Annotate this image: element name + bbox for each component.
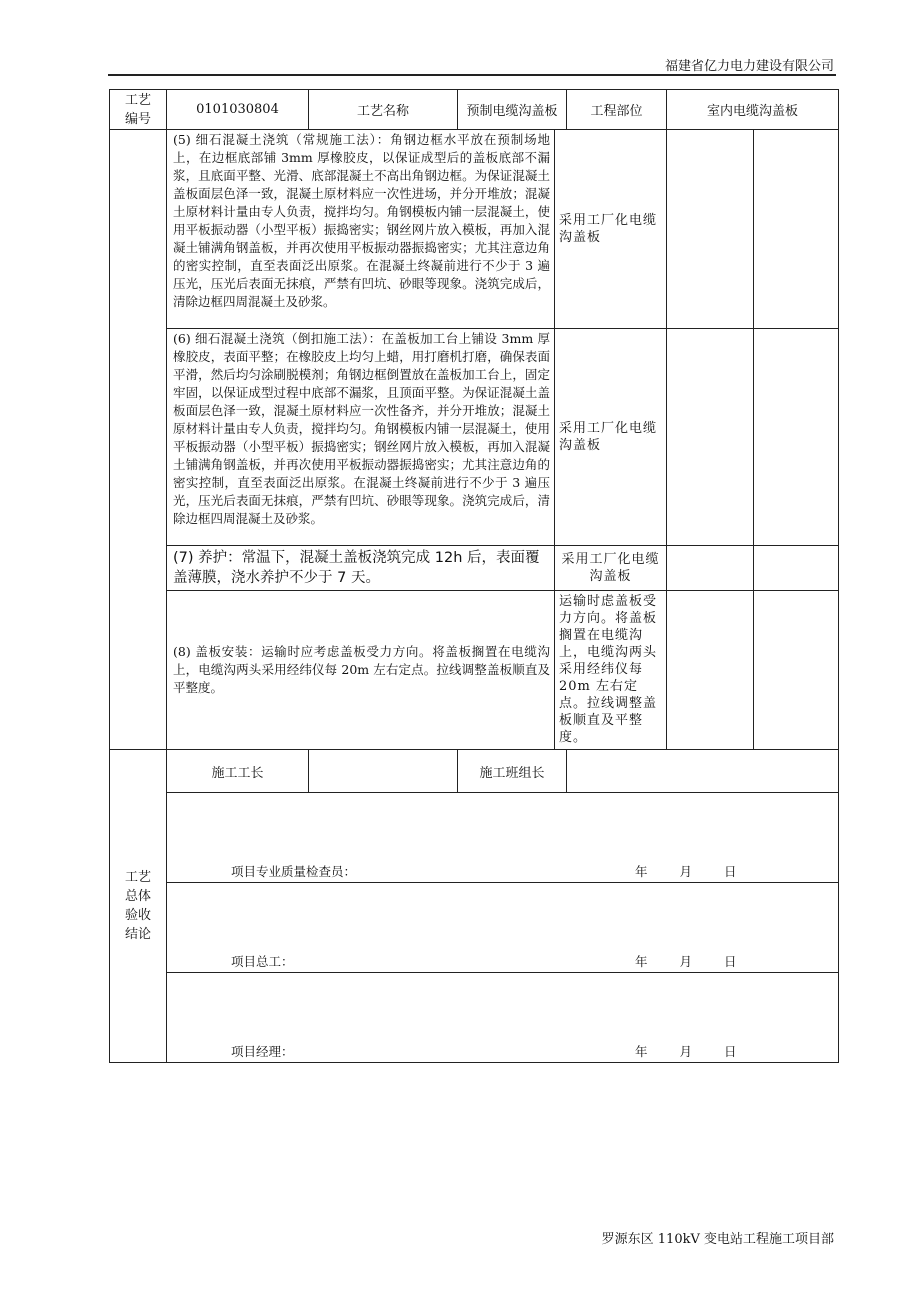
step-7-text: (7) 养护：常温下，混凝土盖板浇筑完成 12h 后，表面覆盖薄膜，浇水养护不少于 7 天。 <box>167 546 555 591</box>
step-6-blank-1 <box>667 329 754 546</box>
step-7-blank-1 <box>667 546 754 591</box>
process-table <box>109 89 839 1063</box>
foreman-value <box>309 750 458 793</box>
name-value: 预制电缆沟盖板 <box>458 90 567 130</box>
name-label: 工艺名称 <box>309 90 458 130</box>
step-5-blank-1 <box>667 130 754 329</box>
signature-row-manager <box>110 973 839 1063</box>
project-manager-cell <box>167 973 839 1063</box>
step-6-note: 采用工厂化电缆沟盖板 <box>555 329 667 546</box>
left-blank-cell <box>110 130 167 750</box>
code-value: 0101030804 <box>167 90 309 130</box>
company-name: 福建省亿力电力建设有限公司 <box>664 59 834 74</box>
foreman-label: 施工工长 <box>167 750 309 793</box>
chief-engineer-label: 项目总工： <box>231 954 294 969</box>
quality-inspector-label: 项目专业质量检查员： <box>231 864 357 879</box>
signature-row-quality <box>110 793 839 883</box>
step-row-5 <box>110 130 839 329</box>
project-department: 罗源东区 110kV 变电站工程施工项目部 <box>601 1232 834 1247</box>
team-leader-label: 施工班组长 <box>458 750 567 793</box>
step-8-note: 运输时虑盖板受力方向。将盖板搁置在电缆沟上，电缆沟两头采用经纬仪每 20m 左右定点。拉线调整盖板顺直及平整度。 <box>555 591 667 750</box>
quality-inspector-cell <box>167 793 839 883</box>
step-7-note: 采用工厂化电缆沟盖板 <box>555 546 667 591</box>
chief-engineer-date: 年 月 日 <box>635 954 737 969</box>
project-manager-label: 项目经理： <box>231 1044 294 1059</box>
signature-row-chief-engineer <box>110 883 839 973</box>
chief-engineer-cell <box>167 883 839 973</box>
step-8-text: (8) 盖板安装：运输时应考虑盖板受力方向。将盖板搁置在电缆沟上，电缆沟两头采用经纬仪每 20m 左右定点。拉线调整盖板顺直及平整度。 <box>167 591 555 750</box>
step-6-blank-2 <box>754 329 839 546</box>
step-7-blank-2 <box>754 546 839 591</box>
acceptance-title: 工艺总体验收结论 <box>110 750 167 1063</box>
step-8-blank-2 <box>754 591 839 750</box>
step-5-blank-2 <box>754 130 839 329</box>
team-leader-value <box>567 750 839 793</box>
code-label: 工艺编号 <box>110 90 167 130</box>
step-row-8 <box>110 591 839 750</box>
step-row-7 <box>110 546 839 591</box>
step-6-text: (6) 细石混凝土浇筑（倒扣施工法）：在盖板加工台上铺设 3mm 厚橡胶皮，表面平整；在橡胶皮上均匀上蜡，用打磨机打磨，确保表面平滑，然后均匀涂刷脱模剂；角钢边框倒置放在盖板加工台上，固定牢固，以保证成型过程中底部不漏浆，且顶面平整。为保证混凝土盖板面层色泽一致，混凝土原材料应一次性备齐，并分开堆放；混凝土原材料计量由专人负责，搅拌均匀。角钢模板内铺一层混凝土，使用平板振动器（小型平板）振捣密实；钢丝网片放入模板，再加入混凝土铺满角钢盖板，并再次使用平板振动器振捣密实；尤其注意边角的密实控制，直至表面泛出原浆。在混凝土终凝前进行不少于 3 遍压光，压光后表面无抹痕，严禁有凹坑、砂眼等现象。浇筑完成后，清除边框四周混凝土及砂浆。 <box>167 329 555 546</box>
acceptance-header-row <box>110 750 839 793</box>
step-row-6 <box>110 329 839 546</box>
header-divider <box>108 74 836 76</box>
step-8-blank-1 <box>667 591 754 750</box>
info-row <box>110 90 839 130</box>
part-value: 室内电缆沟盖板 <box>667 90 839 130</box>
part-label: 工程部位 <box>567 90 667 130</box>
step-5-text: (5) 细石混凝土浇筑（常规施工法）：角钢边框水平放在预制场地上，在边框底部铺 3mm 厚橡胶皮，以保证成型后的盖板底部不漏浆，且底面平整、光滑、底部混凝土不高出角钢边框。为保证混凝土盖板面层色泽一致，混凝土原材料应一次性进场，并分开堆放；混凝土原材料计量由专人负责，搅拌均匀。角钢模板内铺一层混凝土，使用平板振动器（小型平板）振捣密实；钢丝网片放入模板，再加入混凝土铺满角钢盖板，并再次使用平板振动器振捣密实；尤其注意边角的密实控制，直至表面泛出原浆。在混凝土终凝前进行不少于 3 遍压光，压光后表面无抹痕，严禁有凹坑、砂眼等现象。浇筑完成后，清除边框四周混凝土及砂浆。 <box>167 130 555 329</box>
step-5-note: 采用工厂化电缆沟盖板 <box>555 130 667 329</box>
project-manager-date: 年 月 日 <box>635 1044 737 1059</box>
quality-inspector-date: 年 月 日 <box>635 864 737 879</box>
